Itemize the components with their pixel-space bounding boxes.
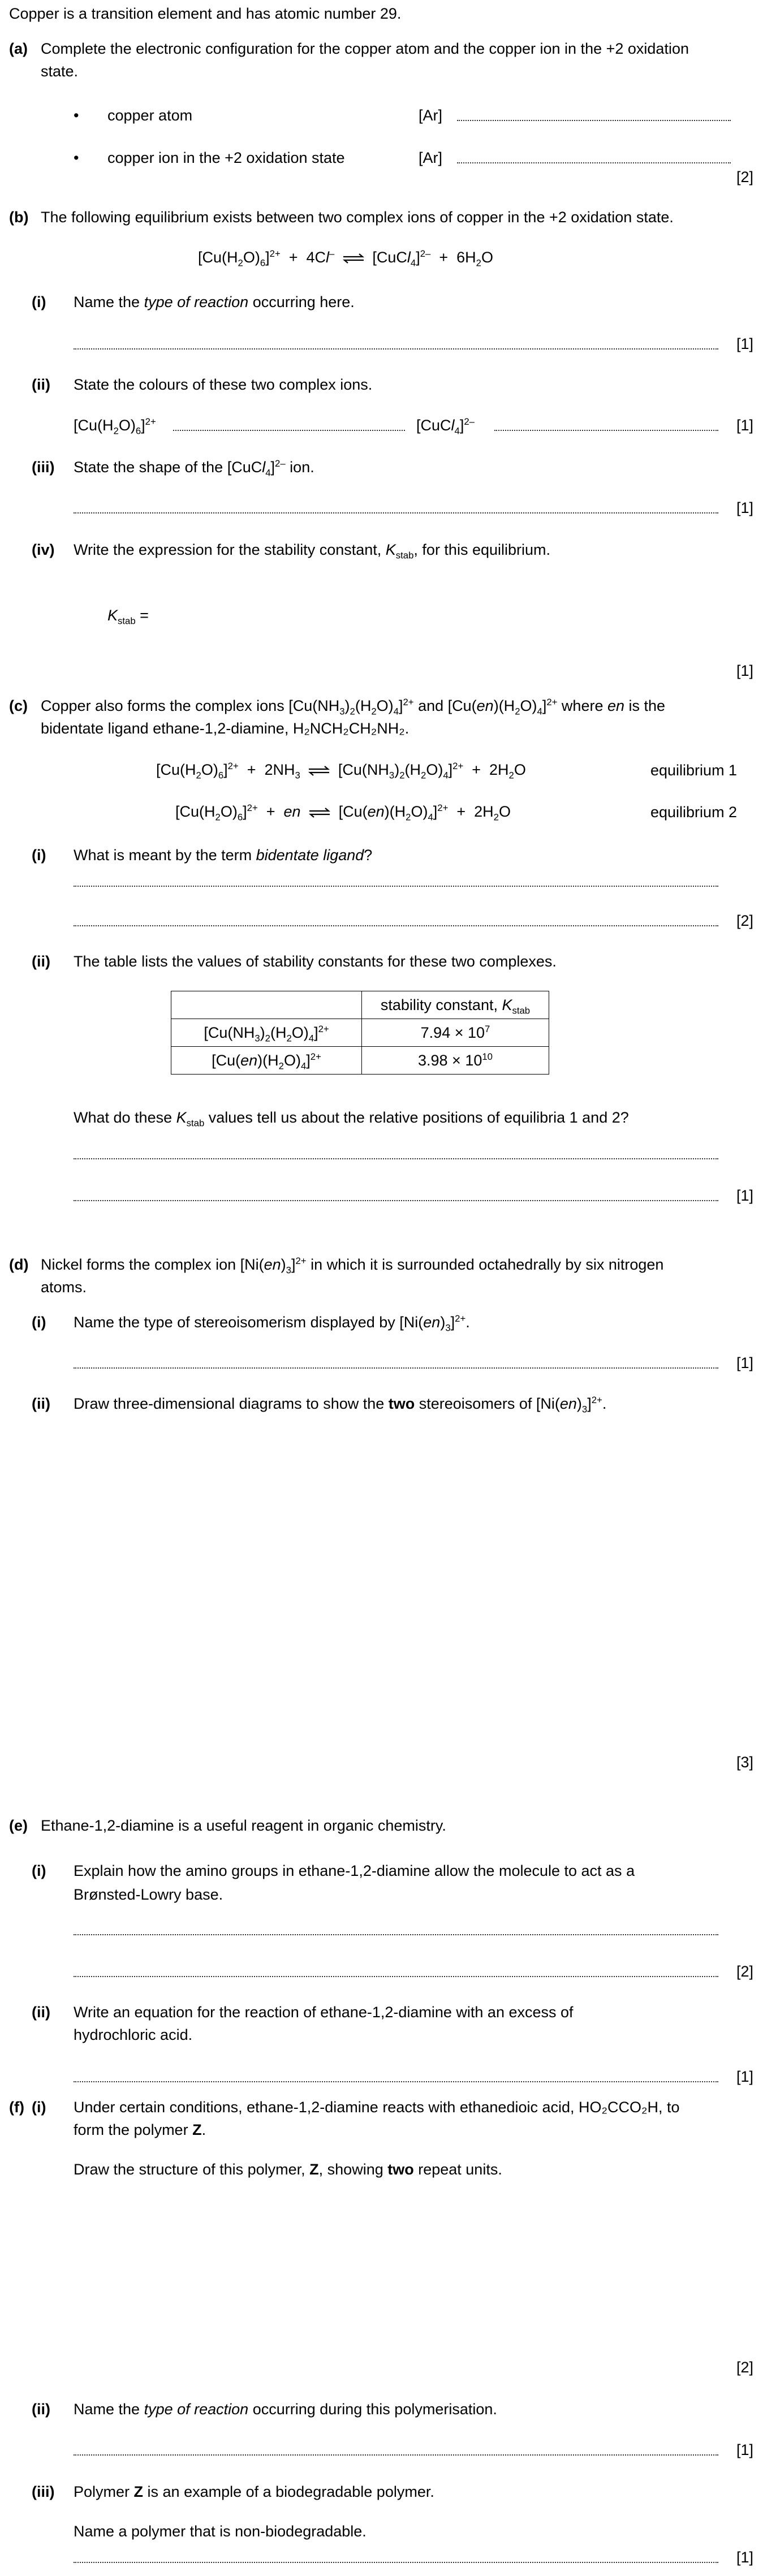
equilibrium-2: $[Cu(H_2O)_6]^{2+}$ + en $[Cu(en)(H_2O)_4]^{2+} + 2H_2O$ <box>175 802 511 823</box>
part-e-ii-text-1: Write an equation for the reaction of ethane-1,2-diamine with an excess of <box>74 2004 574 2021</box>
part-f-i-label: (i) <box>32 2099 46 2116</box>
part-f-iii-text-2: Name a polymer that is non-biodegradable. <box>74 2523 367 2540</box>
table-cell-value-2: $3.98 \times 10^{10}$ <box>362 1047 549 1075</box>
answer-line-c-ii-2[interactable] <box>74 1200 718 1201</box>
part-d-ii-text: Draw three-dimensional diagrams to show the two stereoisomers of $[Ni(en)_3]^{2+}$. <box>74 1395 607 1415</box>
equilibrium-arrow-icon <box>342 253 365 264</box>
part-f-ii-text: Name the type of reaction occurring during this polymerisation. <box>74 2401 497 2418</box>
answer-line-b-ii-1[interactable] <box>173 430 405 431</box>
answer-line-f-iii[interactable] <box>74 2562 718 2563</box>
part-c-i-label: (i) <box>32 847 46 864</box>
part-c-ii-label: (ii) <box>32 953 50 970</box>
part-c-label: (c) <box>9 697 28 714</box>
mark-e-i: [2] <box>736 1963 753 1980</box>
answer-line-f-ii[interactable] <box>74 2454 718 2456</box>
part-c-text-2: bidentate ligand ethane-1,2-diamine, H₂NCH₂CH₂NH₂. <box>41 720 409 737</box>
answer-line-b-iii[interactable] <box>74 512 718 514</box>
mark-b-ii: [1] <box>736 417 753 434</box>
part-e-i-text-1: Explain how the amino groups in ethane-1,2-diamine allow the molecule to act as a <box>74 1862 635 1879</box>
mark-f-i: [2] <box>736 2359 753 2376</box>
part-d-ii-label: (ii) <box>32 1395 50 1412</box>
equilibrium-b: $[Cu(H_2O)_6]^{2+} + 4Cl^-$ [CuCl$_4$]$^{2-}$ + $6H_2O$ <box>198 248 493 269</box>
bullet-icon: • <box>74 107 79 124</box>
part-b-iv-text: Write the expression for the stability constant, $K_{stab}$, for this equilibrium. <box>74 541 551 561</box>
part-d-text-2: atoms. <box>41 1279 87 1296</box>
equilibrium-1: $[Cu(H_2O)_6]^{2+} + 2NH_3$ $[Cu(NH_3)_2(H_2O)_4]^{2+} + 2H_2O$ <box>156 761 526 781</box>
equilibrium-1-label: equilibrium 1 <box>650 762 738 779</box>
stability-table <box>171 991 549 1075</box>
bullet-copper-ion: copper ion in the +2 oxidation state <box>107 149 345 166</box>
part-b-iii-text: State the shape of the [CuCl$_4$]$^{2-}$ ion. <box>74 458 314 478</box>
bullet-copper-atom: copper atom <box>107 107 193 124</box>
part-b-ii-label: (ii) <box>32 376 50 393</box>
answer-line-b-ii-2[interactable] <box>494 430 718 431</box>
part-c-text-1: Copper also forms the complex ions $[Cu(NH_3)_2(H_2O)_4]^{2+}$ and $[Cu(en)(H_2O)_4]^{2+}$ where en is the <box>41 697 666 717</box>
part-f-i-text-2: form the polymer Z. <box>74 2121 206 2138</box>
part-a-label: (a) <box>9 40 28 57</box>
table-header-row <box>171 991 549 1019</box>
answer-line-b-i[interactable] <box>74 348 718 349</box>
answer-line-a-2[interactable] <box>457 162 731 163</box>
part-b-label: (b) <box>9 209 29 226</box>
part-c-i-text: What is meant by the term bidentate ligand? <box>74 847 373 864</box>
part-d-label: (d) <box>9 1256 29 1273</box>
table-header-empty <box>171 991 362 1019</box>
mark-a: [2] <box>736 169 753 185</box>
mark-b-iv: [1] <box>736 662 753 679</box>
answer-line-d-i[interactable] <box>74 1367 718 1369</box>
ion-cu-h2o6: $[Cu(H_2O)_6]^{2+}$ <box>74 416 156 437</box>
equilibrium-2-label: equilibrium 2 <box>650 804 738 821</box>
part-e-text: Ethane-1,2-diamine is a useful reagent in organic chemistry. <box>41 1817 446 1834</box>
table-cell-value-1: $7.94 \times 10^7$ <box>362 1019 549 1047</box>
table-row <box>171 1019 549 1047</box>
bullet-icon: • <box>74 149 79 166</box>
mark-e-ii: [1] <box>736 2068 753 2085</box>
ion-cucl4: [CuCl$_4$]$^{2-}$ <box>416 416 475 437</box>
equilibrium-arrow-icon <box>308 808 331 818</box>
intro-text: Copper is a transition element and has atomic number 29. <box>9 5 402 22</box>
part-e-label: (e) <box>9 1817 28 1834</box>
part-f-ii-label: (ii) <box>32 2401 50 2418</box>
part-b-ii-text: State the colours of these two complex ions. <box>74 376 373 393</box>
answer-line-e-i-1[interactable] <box>74 1934 718 1935</box>
kstab-expression-label: $K_{stab}$ = <box>107 607 149 627</box>
part-a-text-1: Complete the electronic configuration for the copper atom and the copper ion in the +2 oxidation <box>41 40 689 57</box>
part-f-iii-text-1: Polymer Z is an example of a biodegradable polymer. <box>74 2483 434 2500</box>
table-header-kstab: stability constant, $K_{stab}$ <box>362 991 549 1019</box>
part-c-ii-text: The table lists the values of stability constants for these two complexes. <box>74 953 557 970</box>
mark-b-i: [1] <box>736 335 753 352</box>
part-f-i-text-1: Under certain conditions, ethane-1,2-diamine reacts with ethanedioic acid, HO₂CCO₂H, to <box>74 2099 680 2116</box>
ar-label-2: [Ar] <box>419 149 443 166</box>
mark-b-iii: [1] <box>736 499 753 516</box>
part-e-i-text-2: Brønsted-Lowry base. <box>74 1886 223 1903</box>
mark-f-iii: [1] <box>736 2549 753 2566</box>
answer-line-a-1[interactable] <box>457 120 731 121</box>
mark-c-i: [2] <box>736 912 753 929</box>
ar-label-1: [Ar] <box>419 107 443 124</box>
part-b-i-label: (i) <box>32 294 46 310</box>
part-d-text-1: Nickel forms the complex ion $[Ni(en)_3]^{2+}$ in which it is surrounded octahedrally by six nitrogen <box>41 1255 664 1276</box>
equilibrium-arrow-icon <box>308 766 330 776</box>
answer-line-e-i-2[interactable] <box>74 1976 718 1977</box>
mark-f-ii: [1] <box>736 2441 753 2458</box>
part-d-i-text: Name the type of stereoisomerism displayed by $[Ni(en)_3]^{2+}$. <box>74 1313 470 1334</box>
part-a-text-2: state. <box>41 63 79 80</box>
part-e-ii-text-2: hydrochloric acid. <box>74 2026 193 2043</box>
part-d-i-label: (i) <box>32 1314 46 1331</box>
answer-line-c-i-2[interactable] <box>74 925 718 926</box>
part-e-ii-label: (ii) <box>32 2004 50 2021</box>
table-cell-complex-1: $[Cu(NH_3)_2(H_2O)_4]^{2+}$ <box>171 1019 362 1047</box>
part-f-label: (f) <box>9 2099 24 2116</box>
part-f-iii-label: (iii) <box>32 2483 55 2500</box>
table-row <box>171 1047 549 1075</box>
mark-d-i: [1] <box>736 1354 753 1371</box>
answer-line-c-ii-1[interactable] <box>74 1158 718 1159</box>
part-b-iv-label: (iv) <box>32 541 55 558</box>
part-c-ii-question: What do these $K_{stab}$ values tell us about the relative positions of equilibria 1 and 2? <box>74 1109 629 1129</box>
part-b-iii-label: (iii) <box>32 459 55 476</box>
part-b-text: The following equilibrium exists between two complex ions of copper in the +2 oxidation state. <box>41 209 674 226</box>
part-e-i-label: (i) <box>32 1862 46 1879</box>
mark-d-ii: [3] <box>736 1754 753 1771</box>
part-f-i-text-3: Draw the structure of this polymer, Z, showing two repeat units. <box>74 2161 502 2178</box>
answer-line-c-i-1[interactable] <box>74 886 718 887</box>
mark-c-ii: [1] <box>736 1187 753 1204</box>
table-cell-complex-2: $[Cu(en)(H_2O)_4]^{2+}$ <box>171 1047 362 1075</box>
answer-line-e-ii[interactable] <box>74 2081 718 2082</box>
part-b-i-text: Name the type of reaction occurring here. <box>74 294 355 310</box>
